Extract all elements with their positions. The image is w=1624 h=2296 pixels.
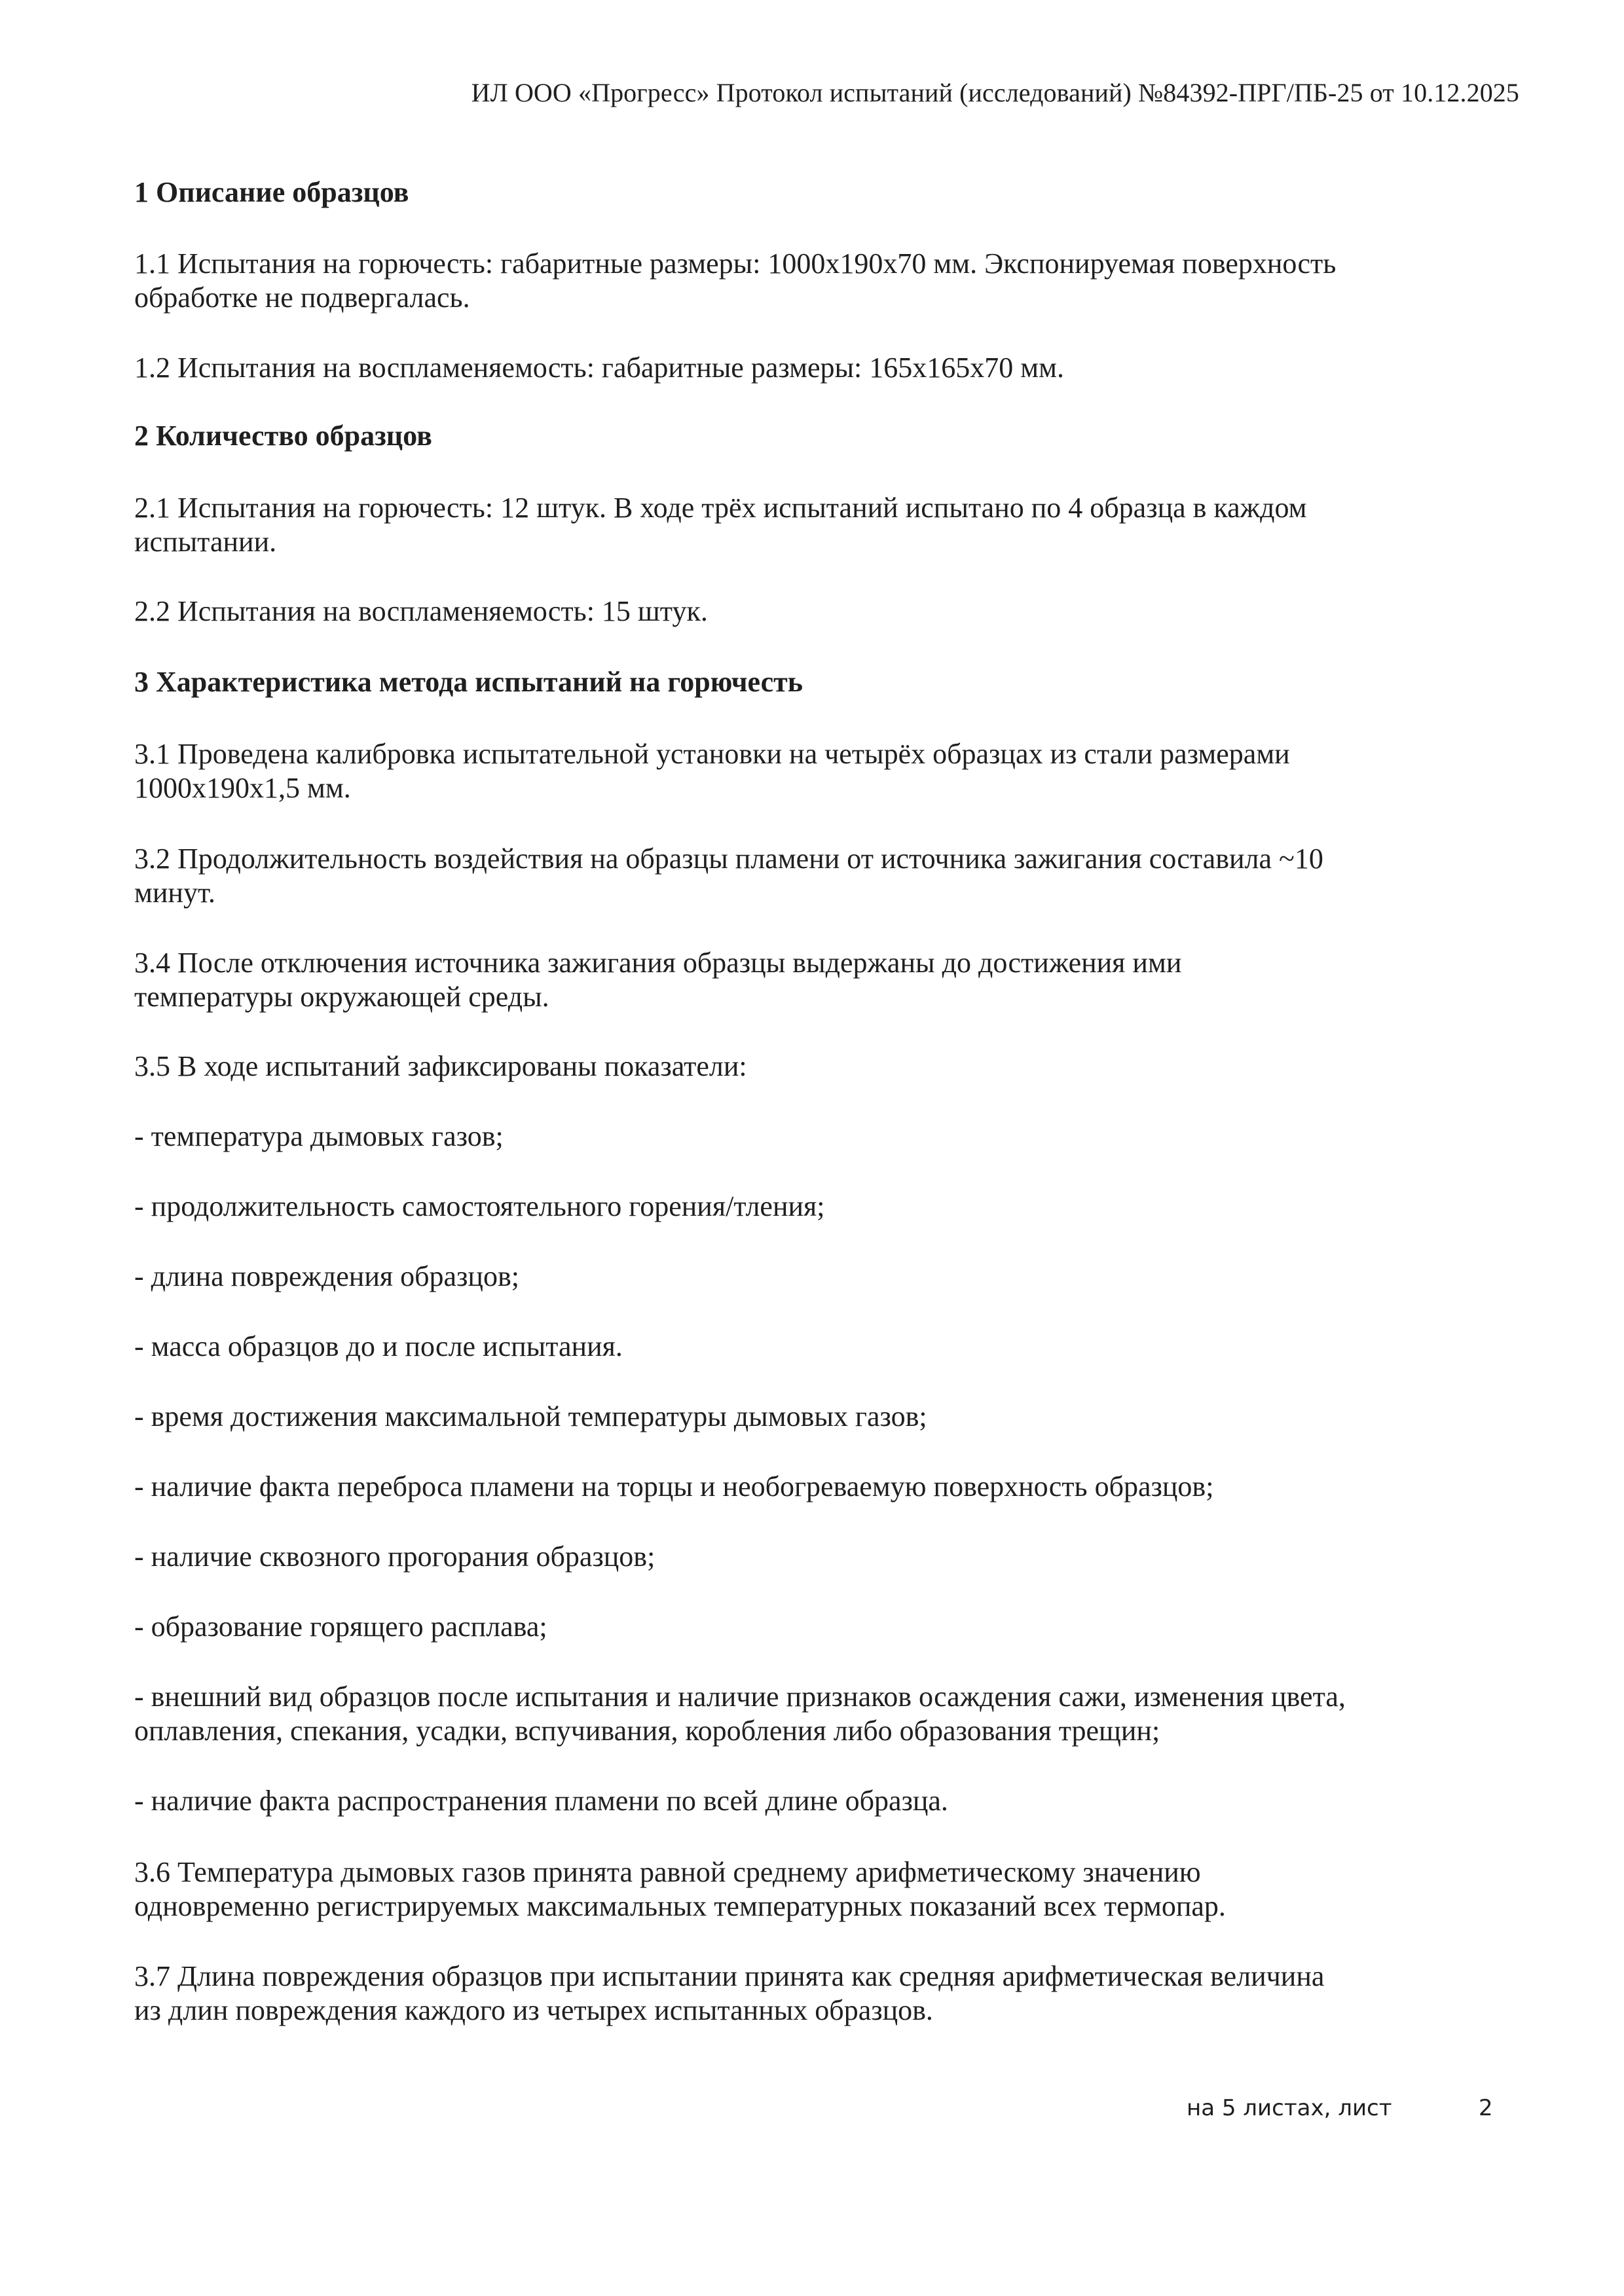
- paragraph-3-1: [134, 737, 1522, 805]
- paragraph-3-7: [134, 1959, 1522, 2028]
- paragraph-3-4: [134, 946, 1522, 1014]
- paragraph-line: испытании.: [134, 526, 277, 558]
- list-item: - температура дымовых газов;: [134, 1120, 504, 1152]
- list-item: - масса образцов до и после испытания.: [134, 1330, 623, 1362]
- paragraph-2-2: 2.2 Испытания на воспламеняемость: 15 штук.: [134, 595, 708, 627]
- list-item: - время достижения максимальной температуры дымовых газов;: [134, 1400, 927, 1432]
- paragraph-line: из длин повреждения каждого из четырех испытанных образцов.: [134, 1994, 933, 2026]
- paragraph-line: минут.: [134, 877, 215, 909]
- paragraph-line: 3.6 Температура дымовых газов принята равной среднему арифметическому значению: [134, 1856, 1201, 1888]
- paragraph-line: 2.1 Испытания на горючесть: 12 штук. В ходе трёх испытаний испытано по 4 образца в каждом: [134, 492, 1307, 524]
- paragraph-1-1: [134, 247, 1522, 315]
- paragraph-line: температуры окружающей среды.: [134, 981, 549, 1013]
- list-item: - наличие факта переброса пламени на торцы и необогреваемую поверхность образцов;: [134, 1470, 1214, 1503]
- page-number: 2: [1479, 2095, 1493, 2121]
- list-item: [134, 1680, 1522, 1748]
- list-item: - образование горящего расплава;: [134, 1611, 547, 1643]
- list-item: - длина повреждения образцов;: [134, 1260, 519, 1292]
- paragraph-line: оплавления, спекания, усадки, вспучивания, коробления либо образования трещин;: [134, 1715, 1160, 1747]
- paragraph-line: одновременно регистрируемых максимальных температурных показаний всех термопар.: [134, 1890, 1226, 1922]
- paragraph-line: 3.4 После отключения источника зажигания образцы выдержаны до достижения ими: [134, 947, 1182, 979]
- paragraph-3-5: 3.5 В ходе испытаний зафиксированы показатели:: [134, 1050, 747, 1082]
- section-1-title: 1 Описание образцов: [134, 176, 409, 208]
- list-item: - наличие сквозного прогорания образцов;: [134, 1540, 655, 1573]
- paragraph-line: 1000x190x1,5 мм.: [134, 772, 351, 804]
- paragraph-line: 3.2 Продолжительность воздействия на образцы пламени от источника зажигания составила ~10: [134, 843, 1323, 875]
- section-3-title: 3 Характеристика метода испытаний на горючесть: [134, 666, 803, 698]
- sheet-count-label: на 5 листах, лист: [1187, 2095, 1392, 2121]
- paragraph-line: 3.7 Длина повреждения образцов при испытании принята как средняя арифметическая величина: [134, 1960, 1325, 1992]
- section-2-title: 2 Количество образцов: [134, 420, 432, 452]
- paragraph-line: 1.1 Испытания на горючесть: габаритные размеры: 1000x190x70 мм. Экспонируемая поверхность: [134, 247, 1337, 280]
- paragraph-line: 3.1 Проведена калибровка испытательной установки на четырёх образцах из стали размерами: [134, 738, 1290, 770]
- paragraph-1-2: 1.2 Испытания на воспламеняемость: габаритные размеры: 165x165x70 мм.: [134, 352, 1064, 384]
- list-item: - наличие факта распространения пламени по всей длине образца.: [134, 1785, 948, 1817]
- paragraph-2-1: [134, 491, 1522, 559]
- paragraph-line: обработке не подвергалась.: [134, 282, 470, 314]
- protocol-header: ИЛ ООО «Прогресс» Протокол испытаний (исследований) №84392-ПРГ/ПБ-25 от 10.12.2025: [471, 78, 1519, 107]
- paragraph-3-6: [134, 1855, 1522, 1923]
- paragraph-3-2: [134, 842, 1522, 910]
- paragraph-line: - внешний вид образцов после испытания и наличие признаков осаждения сажи, изменения цвета,: [134, 1681, 1346, 1713]
- list-item: - продолжительность самостоятельного горения/тления;: [134, 1190, 825, 1222]
